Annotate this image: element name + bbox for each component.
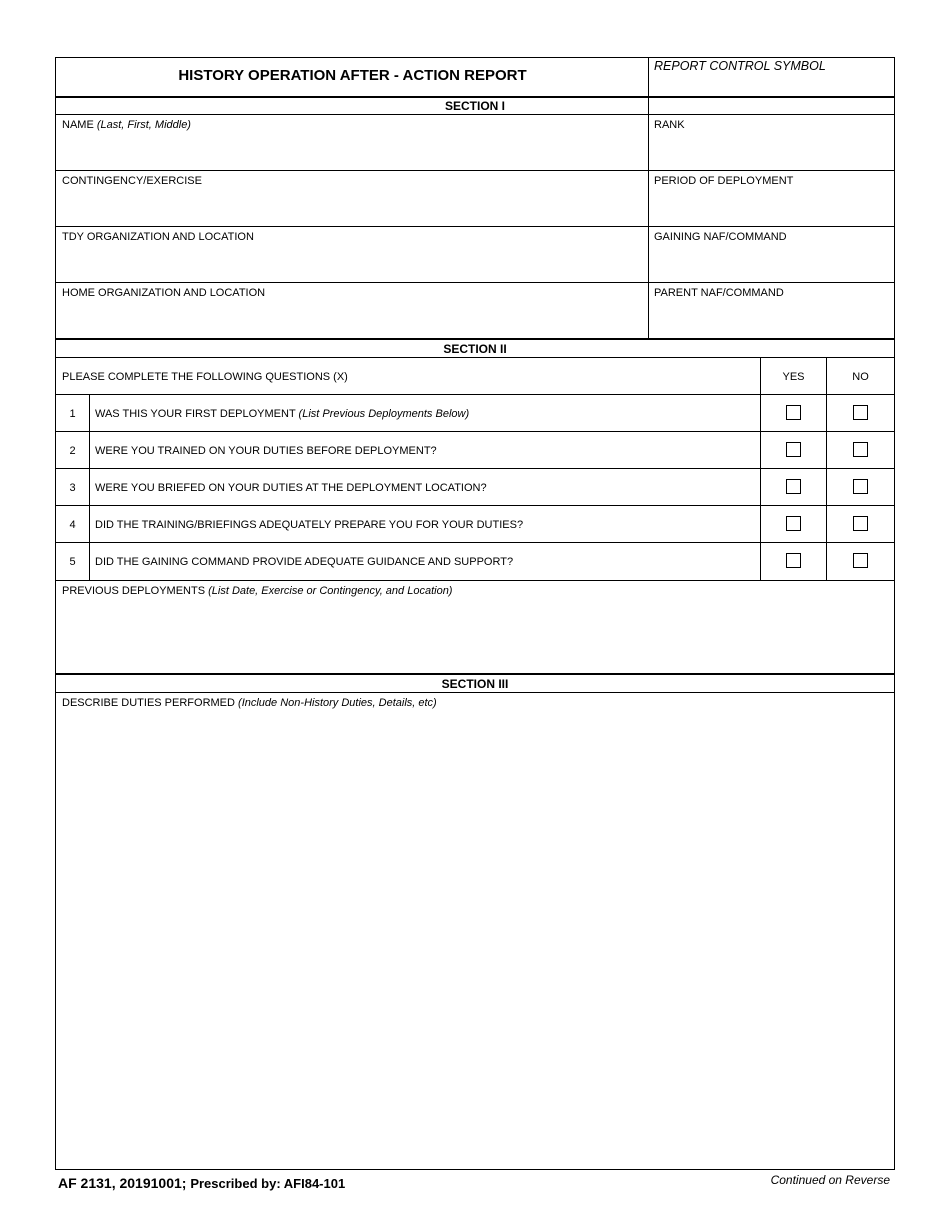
form-title: HISTORY OPERATION AFTER - ACTION REPORT [178,67,527,84]
question-1-hint: (List Previous Deployments Below) [298,408,470,420]
question-number-divider [89,394,90,581]
row-rule [56,468,894,469]
yes-column-header: YES [782,371,805,383]
report-control-symbol-field[interactable]: REPORT CONTROL SYMBOL [654,59,826,73]
question-3-yes-checkbox[interactable] [786,479,801,494]
section-1-heading: SECTION I [444,99,505,113]
contingency-exercise-field[interactable]: CONTINGENCY/EXERCISE [62,175,202,187]
question-5-text: DID THE GAINING COMMAND PROVIDE ADEQUATE GUIDANCE AND SUPPORT? [95,556,514,568]
section-3-rule [56,692,894,693]
no-column-divider [826,357,827,581]
tdy-organization-field[interactable]: TDY ORGANIZATION AND LOCATION [62,231,254,243]
home-organization-field[interactable]: HOME ORGANIZATION AND LOCATION [62,287,266,299]
prescribed-by: Prescribed by: AFI84-101 [190,1176,346,1191]
rank-field[interactable]: RANK [654,119,685,131]
parent-naf-command-field[interactable]: PARENT NAF/COMMAND [654,287,784,299]
question-1-no-checkbox[interactable] [853,405,868,420]
question-5-number: 5 [69,556,76,568]
question-3-text: WERE YOU BRIEFED ON YOUR DUTIES AT THE DEPLOYMENT LOCATION? [95,482,487,494]
question-1-number: 1 [69,408,76,420]
yes-column-divider [760,357,761,581]
section-2-rule [56,357,894,358]
row-rule [56,542,894,543]
section-3-heading: SECTION III [441,677,509,691]
question-2-no-checkbox[interactable] [853,442,868,457]
duties-performed-field[interactable] [62,697,888,1162]
question-4-no-checkbox[interactable] [853,516,868,531]
gaining-naf-command-field[interactable]: GAINING NAF/COMMAND [654,231,787,243]
question-5-yes-checkbox[interactable] [786,553,801,568]
question-1-text: WAS THIS YOUR FIRST DEPLOYMENT (List Previous Deployments Below) [95,408,470,420]
question-4-yes-checkbox[interactable] [786,516,801,531]
question-1-yes-checkbox[interactable] [786,405,801,420]
question-4-text: DID THE TRAINING/BRIEFINGS ADEQUATELY PREPARE YOU FOR YOUR DUTIES? [95,519,524,531]
question-2-yes-checkbox[interactable] [786,442,801,457]
row-rule [56,580,894,581]
form-footer-id [58,1175,345,1191]
period-of-deployment-field[interactable]: PERIOD OF DEPLOYMENT [654,175,794,187]
name-hint: (Last, First, Middle) [96,119,191,131]
continued-on-reverse: Continued on Reverse [770,1173,890,1187]
row-rule [56,394,894,395]
previous-deployments-label: PREVIOUS DEPLOYMENTS [62,585,206,597]
question-2-text: WERE YOU TRAINED ON YOUR DUTIES BEFORE DEPLOYMENT? [95,445,437,457]
previous-deployments-hint: (List Date, Exercise or Contingency, and Location) [208,585,453,597]
name-field[interactable] [62,119,642,169]
header-rule [56,96,894,98]
duties-performed-label: DESCRIBE DUTIES PERFORMED [62,697,235,709]
section-rule [56,338,894,340]
section-rule [56,673,894,675]
row-rule [56,505,894,506]
form-number: AF 2131, 20191001; [58,1175,187,1191]
name-label: NAME [62,119,94,131]
previous-deployments-field[interactable] [62,585,888,671]
section-2-heading: SECTION II [443,342,507,356]
question-3-no-checkbox[interactable] [853,479,868,494]
duties-performed-hint: (Include Non-History Duties, Details, etc) [238,697,437,709]
section-1-rule [56,114,894,115]
row-rule [56,431,894,432]
row-rule [56,282,894,283]
question-2-number: 2 [69,445,76,457]
row-rule [56,170,894,171]
no-column-header: NO [852,371,869,383]
row-rule [56,226,894,227]
question-4-number: 4 [69,519,76,531]
form-frame [55,57,895,1170]
question-5-no-checkbox[interactable] [853,553,868,568]
questions-instructions: PLEASE COMPLETE THE FOLLOWING QUESTIONS (X) [62,371,348,383]
question-3-number: 3 [69,482,76,494]
